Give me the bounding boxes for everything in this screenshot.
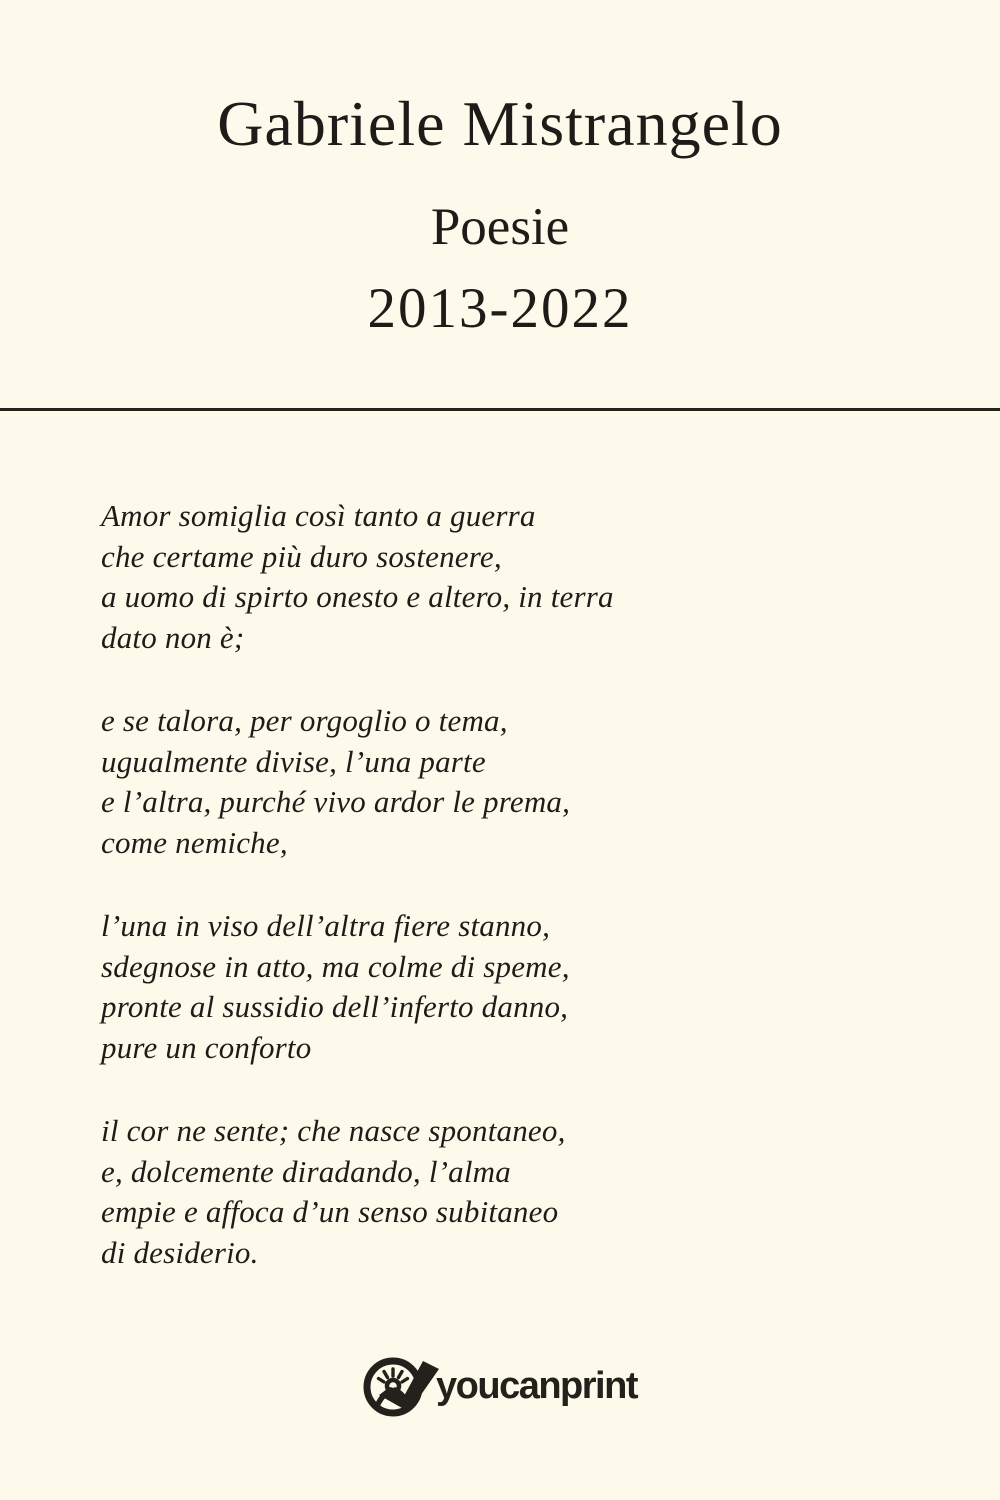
poem-line: a uomo di spirto onesto e altero, in terra	[101, 579, 614, 614]
poem-stanza	[101, 496, 901, 658]
poem-line: dato non è;	[101, 619, 245, 655]
poem-line: e l’altra, purché vivo ardor le prema,	[101, 784, 571, 819]
poem-line: sdegnose in atto, ma colme di speme,	[101, 948, 570, 984]
poem-stanza	[101, 1111, 901, 1273]
book-title: Poesie	[430, 198, 570, 256]
poem-line: e, dolcemente diradando, l’alma	[101, 1153, 511, 1189]
poem-line: pure un conforto	[101, 1029, 312, 1065]
poem-stanza	[101, 701, 901, 863]
poem-line: Amor somiglia così tanto a guerra	[101, 498, 536, 533]
poem-line: di desiderio.	[101, 1234, 259, 1270]
poem-text	[101, 496, 901, 1316]
poem-line: il cor ne sente; che nasce spontaneo,	[101, 1113, 566, 1148]
poem-line: come nemiche,	[101, 824, 288, 860]
poem-line: che certame più duro sostenere,	[101, 538, 502, 574]
publisher-logo	[0, 1350, 1000, 1418]
divider-rule	[0, 408, 1000, 411]
poem-stanza	[101, 906, 901, 1068]
poem-line: pronte al sussidio dell’inferto danno,	[101, 989, 569, 1024]
publisher-name: youcanprint	[436, 1364, 637, 1407]
poem-line: l’una in viso dell’altra fiere stanno,	[101, 908, 551, 943]
poem-line: ugualmente divise, l’una parte	[101, 743, 486, 779]
book-years: 2013-2022	[367, 277, 633, 340]
poem-line: e se talora, per orgoglio o tema,	[101, 703, 508, 738]
author-name: Gabriele Mistrangelo	[217, 88, 783, 159]
poem-line: empie e affoca d’un senso subitaneo	[101, 1194, 559, 1229]
